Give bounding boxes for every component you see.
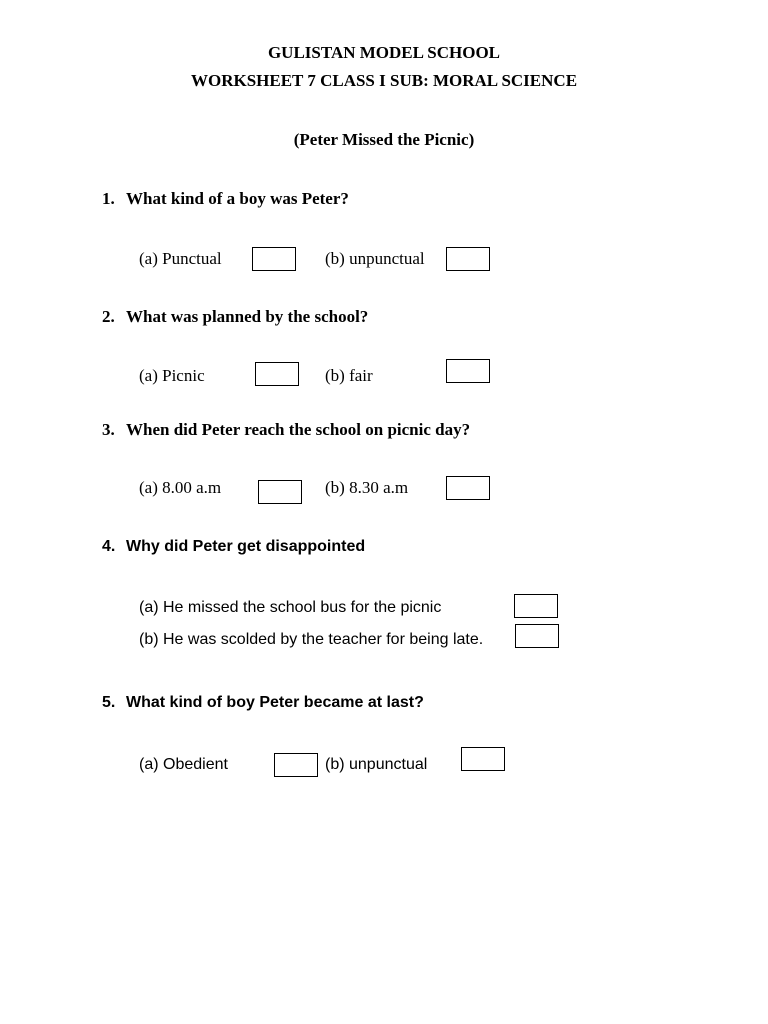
question-4-option-a-checkbox[interactable]	[514, 594, 558, 618]
question-5-option-a-checkbox[interactable]	[274, 753, 318, 777]
question-3-option-a-checkbox[interactable]	[258, 480, 302, 504]
question-1-text: What kind of a boy was Peter?	[126, 189, 349, 208]
question-1-option-b: (b) unpunctual	[325, 249, 425, 268]
question-5-number: 5.	[102, 694, 116, 711]
question-2-option-b-checkbox[interactable]	[446, 359, 490, 383]
question-4-option-b: (b) He was scolded by the teacher for being late.	[139, 631, 484, 648]
question-4-number: 4.	[102, 538, 116, 555]
school-name: GULISTAN MODEL SCHOOL	[267, 43, 501, 62]
question-3-number: 3.	[102, 420, 115, 439]
question-4-option-b-checkbox[interactable]	[515, 624, 559, 648]
question-1-number: 1.	[102, 189, 115, 208]
worksheet-title: WORKSHEET 7 CLASS I SUB: MORAL SCIENCE	[190, 71, 578, 90]
question-2-option-a: (a) Picnic	[139, 366, 205, 385]
question-5-option-b-checkbox[interactable]	[461, 747, 505, 771]
question-1-option-b-checkbox[interactable]	[446, 247, 490, 271]
question-3-option-b: (b) 8.30 a.m	[325, 478, 409, 497]
question-3-text: When did Peter reach the school on picnic day?	[126, 420, 471, 439]
question-3-option-b-checkbox[interactable]	[446, 476, 490, 500]
question-2-option-a-checkbox[interactable]	[255, 362, 299, 386]
question-2-number: 2.	[102, 307, 115, 326]
question-2-text: What was planned by the school?	[126, 307, 369, 326]
question-2-option-b: (b) fair	[325, 366, 373, 385]
story-title: (Peter Missed the Picnic)	[293, 130, 475, 149]
question-4-option-a: (a) He missed the school bus for the picnic	[139, 599, 442, 616]
question-5-option-b: (b) unpunctual	[325, 756, 428, 773]
question-1-option-a-checkbox[interactable]	[252, 247, 296, 271]
question-5-option-a: (a) Obedient	[139, 756, 228, 773]
question-5-text: What kind of boy Peter became at last?	[126, 694, 424, 711]
question-1-option-a: (a) Punctual	[139, 249, 222, 268]
question-4-text: Why did Peter get disappointed	[126, 538, 366, 555]
question-3-option-a: (a) 8.00 a.m	[139, 478, 222, 497]
